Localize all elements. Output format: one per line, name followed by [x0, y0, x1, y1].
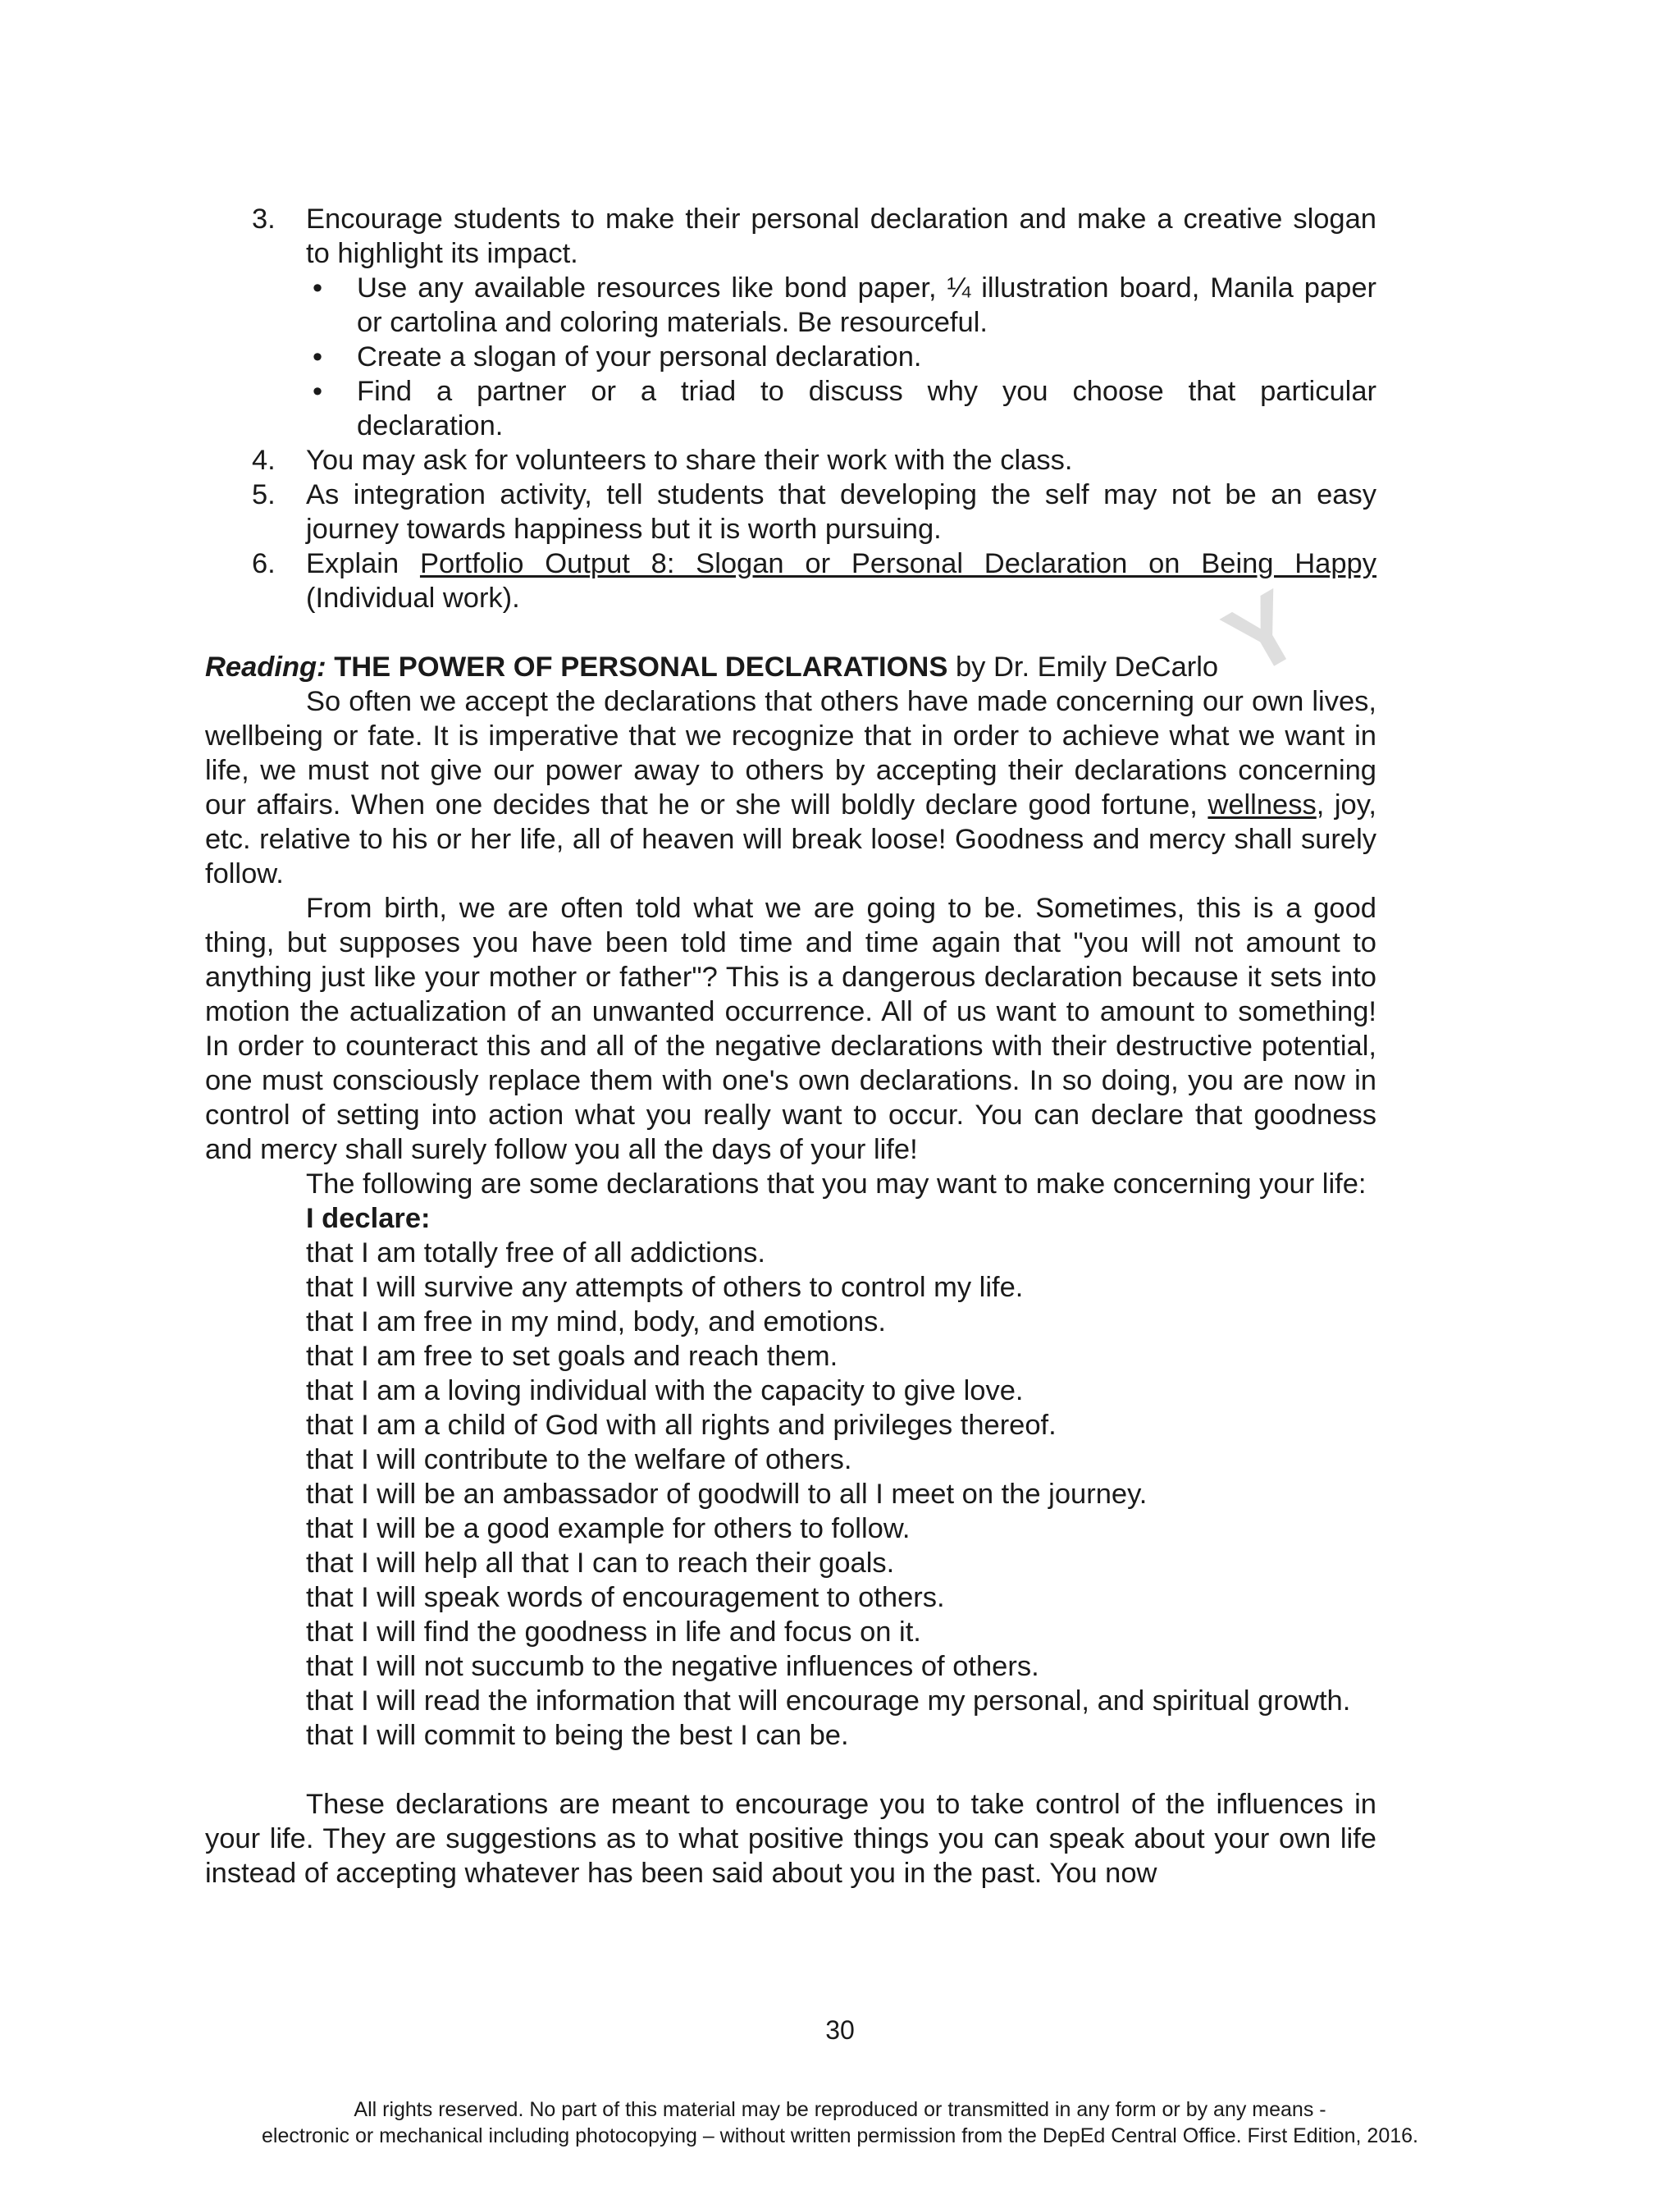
underlined-word: wellness	[1208, 789, 1317, 821]
reading-title: THE POWER OF PERSONAL DECLARATIONS	[334, 652, 948, 683]
text-segment: (Individual work).	[306, 583, 520, 614]
list-item	[205, 546, 1376, 615]
list-item	[205, 202, 1376, 443]
declaration-item: that I am free to set goals and reach them.	[306, 1341, 838, 1372]
declaration-item: that I will help all that I can to reach their goals.	[306, 1548, 895, 1579]
bullet-list	[306, 271, 1376, 443]
page-number: 30	[825, 2015, 855, 2045]
list-item	[205, 478, 1376, 546]
instruction-list	[205, 202, 1376, 615]
declaration-item: that I will survive any attempts of others to control my life.	[306, 1272, 1024, 1303]
declaration-item: that I will not succumb to the negative influences of others.	[306, 1651, 1039, 1682]
copyright-footer	[0, 2096, 1680, 2149]
bullet-item	[306, 374, 1376, 443]
declaration-item: that I will be a good example for others to follow.	[306, 1513, 911, 1544]
bullet-text: Use any available resources like bond paper, ¼ illustration board, Manila paper or cartolina and coloring materials. Be resourceful.	[357, 272, 1376, 338]
watermark-letter: Y	[1207, 569, 1320, 698]
paragraph: From birth, we are often told what we are going to be. Sometimes, this is a good thing, but supposes you have been told time and time again that "you will not amount to anything just like your mother or father"? This is a dangerous declaration because it sets into motion the actualization of an unwanted occurrence. All of us want to amount to something! In order to counteract this and all of the negative declarations with their destructive potential, one must consciously replace them with one's own declarations. In so doing, you are now in control of setting into action what you really want to occur. You can declare that goodness and mercy shall surely follow you all the days of your life!	[205, 893, 1376, 1165]
closing-paragraph: These declarations are meant to encourage you to take control of the influences in your life. They are suggestions as to what positive things you can speak about your own life instead of accepting whatever has been said about you in the past. You now	[205, 1789, 1376, 1889]
portfolio-output-link: Portfolio Output 8: Slogan or Personal Declaration on Being Happy	[419, 548, 1376, 579]
declaration-item: that I am a child of God with all rights and privileges thereof.	[306, 1410, 1057, 1441]
declaration-item: that I will speak words of encouragement to others.	[306, 1582, 945, 1613]
declaration-item: that I will commit to being the best I can be.	[306, 1720, 849, 1751]
list-number: 6.	[252, 548, 276, 579]
declaration-item: that I will contribute to the welfare of others.	[306, 1444, 852, 1475]
bullet-icon: •	[313, 376, 323, 407]
text-segment: So often we accept the declarations that others have made concerning our own lives, wellbeing or fate. It is imperative that we recognize that in order to achieve what we want in life, we must not give our power away to others by accepting their declarations concerning our affairs. When one decides that he or she will boldly declare good fortune,	[205, 686, 1376, 821]
list-item-text	[306, 546, 1376, 615]
bullet-icon: •	[313, 341, 323, 373]
bullet-icon: •	[313, 272, 323, 304]
footer-line: All rights reserved. No part of this material may be reproduced or transmitted in any form or by any means -	[354, 2098, 1326, 2121]
declarations-heading: I declare:	[306, 1203, 431, 1234]
bullet-item	[306, 271, 1376, 340]
declaration-item: that I am a loving individual with the capacity to give love.	[306, 1375, 1024, 1406]
list-item-text: Encourage students to make their personal declaration and make a creative slogan to highlight its impact.	[306, 203, 1376, 269]
text-segment: , joy, etc. relative to his or her life, all of heaven will break loose! Goodness and mercy shall surely follow.	[205, 789, 1376, 889]
paragraph	[205, 684, 1376, 891]
bullet-text: Find a partner or a triad to discuss why you choose that particular declaration.	[357, 376, 1376, 441]
declaration-item: that I will be an ambassador of goodwill to all I meet on the journey.	[306, 1479, 1148, 1510]
list-item-text: As integration activity, tell students that developing the self may not be an easy journey towards happiness but it is worth pursuing.	[306, 479, 1376, 545]
reading-label: Reading:	[205, 652, 326, 683]
paragraph: The following are some declarations that you may want to make concerning your life:	[306, 1168, 1367, 1200]
list-number: 3.	[252, 203, 276, 235]
declaration-item: that I will find the goodness in life and focus on it.	[306, 1616, 921, 1648]
list-item	[205, 443, 1376, 478]
text-segment: Explain	[306, 548, 420, 579]
bullet-text: Create a slogan of your personal declaration.	[357, 341, 922, 373]
page-content	[205, 202, 1376, 1891]
declaration-item: that I will read the information that will encourage my personal, and spiritual growth.	[306, 1685, 1351, 1717]
bullet-item	[306, 340, 1376, 374]
footer-line: electronic or mechanical including photocopying – without written permission from the DepEd Central Office. First Edition, 2016.	[262, 2124, 1418, 2147]
reading-heading	[205, 650, 1376, 684]
declaration-item: that I am free in my mind, body, and emotions.	[306, 1306, 886, 1337]
declarations-block	[205, 1201, 1376, 1753]
list-item-text: You may ask for volunteers to share their work with the class.	[306, 445, 1073, 476]
declaration-item: that I am totally free of all addictions.	[306, 1237, 765, 1269]
list-number: 4.	[252, 445, 276, 476]
reading-byline: by Dr. Emily DeCarlo	[947, 652, 1219, 683]
list-number: 5.	[252, 479, 276, 510]
